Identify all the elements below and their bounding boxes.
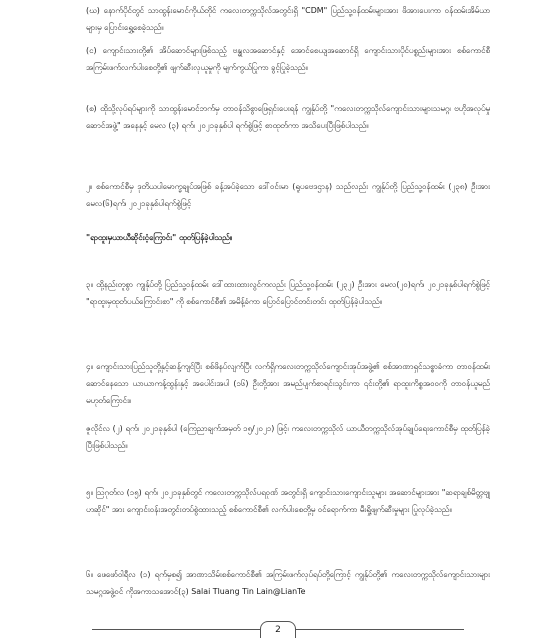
paragraph-d: (ဃ) နောက်ပိုင်တွင် သာထွန်းမောင်ကိုယ်တိုင် ကလေးတက္ကသိုလ်အတွင်းရှိ "CDM" ပြည်သူ့ဝန်ထမ်းများအား ဖိအားပေးကာ ဝန်ထမ်းအိမ်ယာများမှ ပြောင်းရွှေ့စေခဲ့သည်။ [86, 6, 490, 32]
footer-rule-left [92, 629, 260, 630]
paragraph-3: ၃။ ထို့နည်းတူစွာ ကျွန်ုပ်တို့ ပြည်သူ့ဝန်ထမ်း ဒေါ်ထားထားလွင်ကလည်း ပြည်သူ့ဝန်ထမ်း (၂၃၂) ဦးအား မေလ(၂၀)ရက်၊ ၂၀၂၁ခုနှစ်ပါရက်စွဲဖြင့် "ရာထူးမှထုတ်ပယ်ကြောင်းစာ" ကို စစ်ကောင်စီ၏ အမိန့်ခံကာ ပြောင်ပြောင်တင်းတင်း ထုတ်ပြန်ခဲ့ပါသည်။ [86, 280, 490, 306]
paragraph-4: ၄။ ကျောင်းသားပြည်သူတို့နှင့်ဆန့်ကျင်ပြီး စစ်ဖိနပ်လျက်ပြီး လက်ရှိကလေးတက္ကသိုလ်ကျောင်းအုပ်အဖွဲ့၏ စစ်အာဏာရှင်သစ္စာခံကာ တာဝန်ထမ်းဆောင်နေသော ယာယာကန့်ထွန်းနှင့် အပေါင်းအပါ (၁၆) ဦးတို့အား အမည်ပျက်စာရင်းသွင်းကာ ၎င်းတို့၏ ရာထူးကိစ္စအဝဝကို တာဝန်ယူမည်မဟုတ်ကြောင်း။ [86, 362, 490, 405]
paragraph-4-cont: ဇူလိုင်လ (၂) ရက်၊ ၂၀၂၁ခုနှစ်ပါ (ကြေညာချက်အမှတ် ၁၅/၂၀၂၁) ဖြင့်၊ ကလေးတက္ကသိုလ် ယာယီတက္ကသိုလ်အုပ်ချုပ်ရေးကောင်စီမှ ထုတ်ပြန်ခဲ့ပြီးဖြစ်ပါသည်။ [86, 424, 490, 450]
paragraph-sa: (စ) ထိုသို့လုပ်ရပ်များကို သာထွန်းမောင်ဘက်မှ တာဝန်သိစွာဖြေရှင်းပေးရန် ကျွန်ုပ်တို့ "ကလေးတက္ကသိုလ်ကျောင်းသားများသမဂ္ဂ၊ ဗဟိုအလုပ်မှုဆောင်အဖွဲ့" အနေနှင့် မေလ (၃) ရက်၊ ၂၀၂၁ခုနှစ်ပါ ရက်စွဲဖြင့် စာထုတ်ကာ အသိပေးပြီးဖြစ်ပါသည်။ [86, 104, 490, 130]
paragraph-2: ၂။ စစ်ကောင်စီမှ ဒုတိယပါမောက္ခချုပ်အဖြစ် ခန့်အပ်ခဲ့သော ဒေါ်ဝင်းမာ (ရူပဗေဒဌာန) သည်လည်း ကျွန်ုပ်တို့ ပြည်သူ့ဝန်ထမ်း (၂၃၈) ဦးအား မေလ(၆)ရက်၊ ၂၀၂၁ခုနှစ်ပါရက်စွဲဖြင့် [86, 182, 490, 208]
paragraph-5: ၅။ ဩဂုတ်လ (၁၅) ရက်၊ ၂၀၂၁ခုနှစ်တွင် ကလေးတက္ကသိုလ်ပရဝုဏ် အတွင်းရှိ ကျောင်းသားကျောင်းသူများ အဆောင်များအား "ဆရာချစ်မိတ္တဗျုဟဆိုင်" အား ကျောင်းဝန်းအတွင်းတပ်စွဲထားသည့် စစ်ကောင်စီ၏ လက်ပါးစေတို့မှ ဝင်ရောက်ကာ မီးရှို့ဖျက်ဆီးမှုများ ပြုလုပ်ခဲ့သည်။ [86, 488, 490, 514]
paragraph-2-quote: "ရာထူးမှယာယီဆိုင်းငံ့ကြောင်း" ထုတ်ပြန်ခဲ့ပါသည်။ [86, 233, 233, 242]
paragraph-nga: (င) ကျောင်းသားတို့၏ အိပ်ဆောင်များဖြစ်သည့် ဗန္ဓုလအဆောင်နှင့် အောင်စေယျအဆောင်ရှိ ကျောင်းသားပိုင်ပစ္စည်းများအား စစ်ကောင်စီအကြမ်းဖက်လက်ပါးစေတို့၏ ဖျက်ဆီးလုယူမှုကို မျက်ကွယ်ပြုကာ ခွင့်ပြုခဲ့သည်။ [86, 46, 490, 72]
footer-rule-right [294, 629, 464, 630]
paragraph-6: ၆။ ဖေဖော်ဝါရီလ (၁) ရက်မှစ၍ အာဏာသိမ်းစစ်ကောင်စီ၏ အကြမ်းဖက်လုပ်ရပ်တို့ကြောင့် ကျွန်ုပ်တို့၏ ကလေးတက္ကသိုလ်ကျောင်းသားများသမဂ္ဂအဖွဲ့ဝင် ကိုအကာသအောင်(၃) Salai Tluang Tin Lain@LianTe [86, 570, 490, 596]
page-number: 2 [260, 621, 296, 638]
